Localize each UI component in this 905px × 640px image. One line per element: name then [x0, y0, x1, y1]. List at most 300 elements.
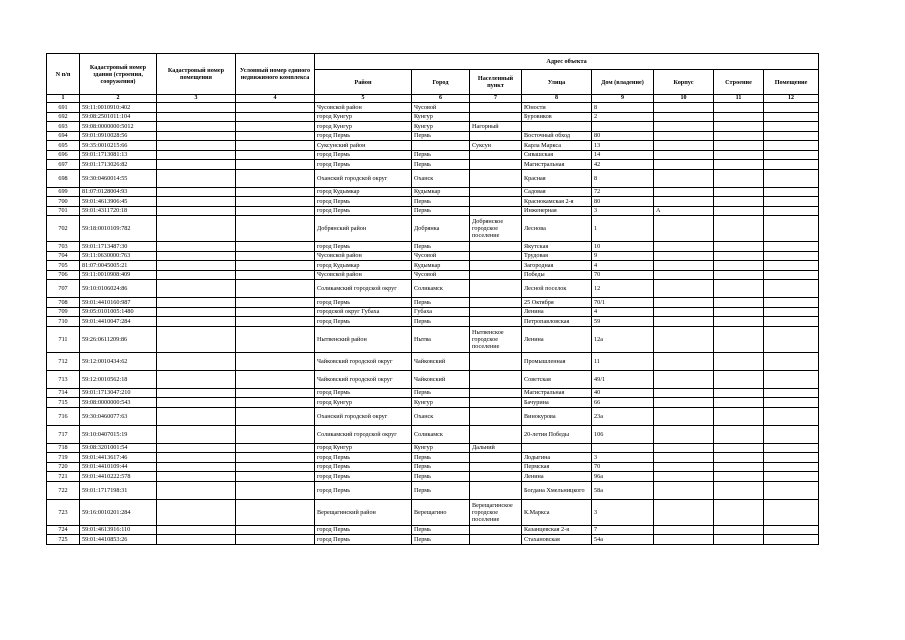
cell-house: 9 [592, 251, 654, 261]
cell-building [714, 453, 764, 463]
cell-room-number [764, 499, 819, 525]
cell-korpus [654, 280, 714, 298]
cell-city: Чайковский [412, 370, 470, 388]
cell-district: город Кунгур [315, 398, 412, 408]
cell-conditional [236, 197, 315, 207]
cell-cadastral: 59:11:0630000:763 [80, 251, 157, 261]
cell-korpus [654, 481, 714, 499]
cell-house: 42 [592, 160, 654, 170]
cell-city: Пермь [412, 131, 470, 141]
cell-settlement [470, 352, 522, 370]
cell-settlement [470, 370, 522, 388]
cell-district: город Пермь [315, 525, 412, 535]
cell-conditional [236, 216, 315, 242]
cell-house: 10 [592, 242, 654, 252]
cell-settlement [470, 270, 522, 280]
cell-room [157, 425, 236, 443]
cell-district: город Пермь [315, 453, 412, 463]
cell-district: Чусовской район [315, 103, 412, 113]
cell-korpus [654, 141, 714, 151]
cell-num: 714 [47, 388, 80, 398]
cell-korpus [654, 326, 714, 352]
cell-conditional [236, 270, 315, 280]
cell-room [157, 270, 236, 280]
cell-conditional [236, 462, 315, 472]
cell-room-number [764, 206, 819, 216]
cell-settlement [470, 112, 522, 122]
cell-house [592, 443, 654, 453]
cell-settlement [470, 407, 522, 425]
cell-district: город Пермь [315, 298, 412, 308]
cell-cadastral: 59:05:0101005:1480 [80, 307, 157, 317]
cell-house: 11 [592, 352, 654, 370]
column-number: 9 [592, 95, 654, 103]
property-table [46, 53, 819, 545]
cell-cadastral: 59:01:4311720:18 [80, 206, 157, 216]
cell-num: 722 [47, 481, 80, 499]
cell-num: 707 [47, 280, 80, 298]
cell-city: Пермь [412, 525, 470, 535]
cell-settlement [470, 103, 522, 113]
cell-building [714, 251, 764, 261]
cell-num: 701 [47, 206, 80, 216]
cell-building [714, 206, 764, 216]
cell-settlement: Суксун [470, 141, 522, 151]
cell-city: Пермь [412, 206, 470, 216]
column-number: 3 [157, 95, 236, 103]
table-row [47, 499, 819, 525]
cell-building [714, 270, 764, 280]
cell-num: 715 [47, 398, 80, 408]
cell-settlement [470, 388, 522, 398]
cell-district: город Пермь [315, 481, 412, 499]
table-body [47, 103, 819, 545]
cell-city: Пермь [412, 535, 470, 545]
cell-room [157, 122, 236, 132]
cell-settlement [470, 251, 522, 261]
cell-conditional [236, 298, 315, 308]
cell-cadastral: 59:01:1713047:210 [80, 388, 157, 398]
cell-room [157, 206, 236, 216]
cell-cadastral: 59:01:0910028:56 [80, 131, 157, 141]
cell-city: Кунгур [412, 112, 470, 122]
cell-korpus [654, 298, 714, 308]
cell-street: Инженерная [522, 206, 592, 216]
cell-cadastral: 59:08:0000000:5012 [80, 122, 157, 132]
cell-num: 706 [47, 270, 80, 280]
table-row [47, 298, 819, 308]
cell-conditional [236, 472, 315, 482]
column-number: 2 [80, 95, 157, 103]
cell-street: 20-летия Победы [522, 425, 592, 443]
cell-room-number [764, 169, 819, 187]
cell-building [714, 298, 764, 308]
cell-num: 695 [47, 141, 80, 151]
cell-settlement [470, 525, 522, 535]
cell-house: 3 [592, 499, 654, 525]
cell-building [714, 150, 764, 160]
cell-conditional [236, 150, 315, 160]
cell-num: 719 [47, 453, 80, 463]
cell-room [157, 112, 236, 122]
table-row [47, 388, 819, 398]
table-row [47, 307, 819, 317]
cell-room [157, 280, 236, 298]
cell-street: Лодыгина [522, 453, 592, 463]
cell-conditional [236, 131, 315, 141]
cell-num: 694 [47, 131, 80, 141]
column-number: 1 [47, 95, 80, 103]
cell-conditional [236, 425, 315, 443]
cell-num: 708 [47, 298, 80, 308]
cell-settlement [470, 535, 522, 545]
cell-room [157, 307, 236, 317]
cell-street: Загородная [522, 261, 592, 271]
cell-building [714, 307, 764, 317]
cell-room [157, 398, 236, 408]
cell-street: Советская [522, 370, 592, 388]
table-row [47, 462, 819, 472]
cell-conditional [236, 370, 315, 388]
cell-city: Пермь [412, 298, 470, 308]
cell-street: Победы [522, 270, 592, 280]
cell-settlement [470, 150, 522, 160]
cell-cadastral: 59:01:4410109:44 [80, 462, 157, 472]
cell-cadastral: 59:08:2501011:104 [80, 112, 157, 122]
cell-city: Нытва [412, 326, 470, 352]
cell-room [157, 216, 236, 242]
cell-korpus [654, 251, 714, 261]
cell-settlement: Добрянское городское поселение [470, 216, 522, 242]
table-row [47, 453, 819, 463]
cell-conditional [236, 398, 315, 408]
cell-settlement [470, 187, 522, 197]
cell-room [157, 525, 236, 535]
cell-street: Якутская [522, 242, 592, 252]
header-settlement: Населенный пункт [470, 70, 522, 95]
cell-street: Юности [522, 103, 592, 113]
cell-room-number [764, 112, 819, 122]
cell-cadastral: 59:30:0460077:63 [80, 407, 157, 425]
cell-num: 696 [47, 150, 80, 160]
cell-room-number [764, 242, 819, 252]
cell-conditional [236, 251, 315, 261]
cell-room-number [764, 216, 819, 242]
header-city: Город [412, 70, 470, 95]
table-row [47, 472, 819, 482]
cell-district: город Пермь [315, 242, 412, 252]
cell-district: город Кунгур [315, 122, 412, 132]
cell-house: 49/1 [592, 370, 654, 388]
cell-room-number [764, 141, 819, 151]
cell-cadastral: 59:01:4613906:45 [80, 197, 157, 207]
cell-korpus [654, 261, 714, 271]
cell-house: 4 [592, 261, 654, 271]
cell-street [522, 122, 592, 132]
cell-city: Оханск [412, 407, 470, 425]
cell-num: 717 [47, 425, 80, 443]
cell-house: 12 [592, 280, 654, 298]
cell-street: Стахановская [522, 535, 592, 545]
cell-room [157, 481, 236, 499]
cell-korpus [654, 453, 714, 463]
cell-room [157, 131, 236, 141]
cell-room-number [764, 131, 819, 141]
cell-room [157, 388, 236, 398]
cell-korpus [654, 122, 714, 132]
cell-korpus [654, 425, 714, 443]
cell-room-number [764, 187, 819, 197]
cell-num: 704 [47, 251, 80, 261]
cell-num: 702 [47, 216, 80, 242]
cell-settlement [470, 398, 522, 408]
cell-house: 106 [592, 425, 654, 443]
cell-cadastral: 59:01:4410853:26 [80, 535, 157, 545]
cell-city: Пермь [412, 197, 470, 207]
cell-house: 80 [592, 197, 654, 207]
cell-city [412, 141, 470, 151]
cell-conditional [236, 261, 315, 271]
cell-house: 58а [592, 481, 654, 499]
cell-room-number [764, 443, 819, 453]
cell-num: 699 [47, 187, 80, 197]
cell-building [714, 481, 764, 499]
cell-settlement: Дальний [470, 443, 522, 453]
cell-num: 692 [47, 112, 80, 122]
cell-room-number [764, 326, 819, 352]
table-row [47, 407, 819, 425]
cell-korpus: А [654, 206, 714, 216]
cell-building [714, 443, 764, 453]
cell-district: город Пермь [315, 131, 412, 141]
table-row [47, 535, 819, 545]
cell-street: Магистральная [522, 160, 592, 170]
cell-cadastral: 81:07:0045005:21 [80, 261, 157, 271]
cell-house: 7 [592, 525, 654, 535]
cell-settlement [470, 131, 522, 141]
cell-house: 66 [592, 398, 654, 408]
cell-room-number [764, 425, 819, 443]
cell-house: 1 [592, 216, 654, 242]
cell-cadastral: 59:12:0010434:62 [80, 352, 157, 370]
cell-building [714, 462, 764, 472]
cell-cadastral: 59:11:0010910:402 [80, 103, 157, 113]
cell-room [157, 453, 236, 463]
cell-room-number [764, 197, 819, 207]
cell-cadastral: 59:01:4413617:46 [80, 453, 157, 463]
cell-room [157, 169, 236, 187]
table-row [47, 370, 819, 388]
cell-house: 12а [592, 326, 654, 352]
cell-settlement: Верещагинское городское поселение [470, 499, 522, 525]
column-number: 11 [714, 95, 764, 103]
cell-settlement [470, 317, 522, 327]
cell-room [157, 370, 236, 388]
cell-conditional [236, 407, 315, 425]
cell-room-number [764, 472, 819, 482]
cell-city: Верещагино [412, 499, 470, 525]
cell-settlement [470, 197, 522, 207]
cell-street: Петропавловская [522, 317, 592, 327]
cell-house: 40 [592, 388, 654, 398]
cell-street: Магистральная [522, 388, 592, 398]
cell-room-number [764, 481, 819, 499]
cell-room-number [764, 453, 819, 463]
column-number: 8 [522, 95, 592, 103]
cell-room [157, 242, 236, 252]
cell-street: Восточный обход [522, 131, 592, 141]
cell-district: город Пермь [315, 317, 412, 327]
cell-korpus [654, 270, 714, 280]
cell-conditional [236, 206, 315, 216]
cell-room-number [764, 535, 819, 545]
cell-building [714, 216, 764, 242]
cell-district: город Кудымкар [315, 187, 412, 197]
table-row [47, 112, 819, 122]
cell-cadastral: 59:01:4410160:987 [80, 298, 157, 308]
table-row [47, 169, 819, 187]
cell-korpus [654, 112, 714, 122]
cell-street: Лесновa [522, 216, 592, 242]
cell-cadastral: 81:07:0128004:93 [80, 187, 157, 197]
cell-house: 70 [592, 462, 654, 472]
cell-conditional [236, 453, 315, 463]
cell-city: Пермь [412, 481, 470, 499]
cell-cadastral: 59:35:0010215:66 [80, 141, 157, 151]
cell-korpus [654, 131, 714, 141]
table-row [47, 261, 819, 271]
cell-street: Пермская [522, 462, 592, 472]
table-row [47, 398, 819, 408]
cell-conditional [236, 112, 315, 122]
cell-house: 72 [592, 187, 654, 197]
cell-room-number [764, 150, 819, 160]
cell-building [714, 261, 764, 271]
cell-street: Сивашская [522, 150, 592, 160]
cell-street: Казанцевская 2-я [522, 525, 592, 535]
cell-room-number [764, 261, 819, 271]
cell-cadastral: 59:01:4410222:578 [80, 472, 157, 482]
table-row [47, 270, 819, 280]
cell-num: 723 [47, 499, 80, 525]
cell-building [714, 317, 764, 327]
cell-street: Винокурова [522, 407, 592, 425]
cell-num: 716 [47, 407, 80, 425]
cell-cadastral: 59:10:0407015:19 [80, 425, 157, 443]
cell-city: Чусовой [412, 103, 470, 113]
cell-room [157, 352, 236, 370]
header-district: Район [315, 70, 412, 95]
cell-house: 8 [592, 103, 654, 113]
cell-cadastral: 59:12:0010562:18 [80, 370, 157, 388]
cell-building [714, 525, 764, 535]
table-row [47, 280, 819, 298]
cell-korpus [654, 169, 714, 187]
cell-house: 70/1 [592, 298, 654, 308]
cell-conditional [236, 103, 315, 113]
cell-city: Оханск [412, 169, 470, 187]
cell-conditional [236, 388, 315, 398]
table-row [47, 216, 819, 242]
cell-korpus [654, 317, 714, 327]
cell-room [157, 462, 236, 472]
cell-num: 691 [47, 103, 80, 113]
cell-building [714, 160, 764, 170]
cell-num: 720 [47, 462, 80, 472]
cell-settlement [470, 481, 522, 499]
cell-conditional [236, 535, 315, 545]
cell-korpus [654, 187, 714, 197]
cell-city: Пермь [412, 160, 470, 170]
cell-city: Кунгур [412, 398, 470, 408]
cell-district: Верещагинский район [315, 499, 412, 525]
cell-room [157, 197, 236, 207]
cell-num: 698 [47, 169, 80, 187]
cell-building [714, 326, 764, 352]
cell-city: Чусовой [412, 251, 470, 261]
cell-district: Нытвенский район [315, 326, 412, 352]
cell-room-number [764, 388, 819, 398]
cell-conditional [236, 499, 315, 525]
table-row [47, 122, 819, 132]
table-row [47, 206, 819, 216]
cell-settlement [470, 298, 522, 308]
cell-district: Соликамский городской округ [315, 280, 412, 298]
cell-room [157, 472, 236, 482]
cell-house: 4 [592, 307, 654, 317]
cell-building [714, 352, 764, 370]
cell-street: Ленина [522, 472, 592, 482]
cell-city: Добрянка [412, 216, 470, 242]
table-row [47, 425, 819, 443]
header-address-group: Адрес объекта [315, 54, 819, 70]
cell-house: 59 [592, 317, 654, 327]
column-number: 6 [412, 95, 470, 103]
table-row [47, 481, 819, 499]
cell-house: 23а [592, 407, 654, 425]
cell-conditional [236, 326, 315, 352]
column-number: 10 [654, 95, 714, 103]
cell-num: 724 [47, 525, 80, 535]
cell-cadastral: 59:01:1717198:31 [80, 481, 157, 499]
cell-building [714, 112, 764, 122]
cell-street: Ленина [522, 307, 592, 317]
cell-district: Чайковский городской округ [315, 370, 412, 388]
cell-district: городской округ Губаха [315, 307, 412, 317]
cell-conditional [236, 160, 315, 170]
cell-district: Чайковский городской округ [315, 352, 412, 370]
cell-room [157, 251, 236, 261]
cell-room-number [764, 103, 819, 113]
cell-settlement [470, 453, 522, 463]
cell-settlement: Нытвенское городское поселение [470, 326, 522, 352]
cell-district: город Пермь [315, 150, 412, 160]
cell-city: Пермь [412, 472, 470, 482]
cell-korpus [654, 462, 714, 472]
cell-room [157, 103, 236, 113]
cell-building [714, 169, 764, 187]
cell-city: Пермь [412, 462, 470, 472]
cell-settlement [470, 462, 522, 472]
column-number: 12 [764, 95, 819, 103]
cell-district: город Кунгур [315, 443, 412, 453]
cell-district: Соликамский городской округ [315, 425, 412, 443]
cell-street: К.Маркса [522, 499, 592, 525]
cell-city: Чусовой [412, 270, 470, 280]
cell-settlement [470, 472, 522, 482]
cell-house: 3 [592, 206, 654, 216]
cell-room-number [764, 317, 819, 327]
